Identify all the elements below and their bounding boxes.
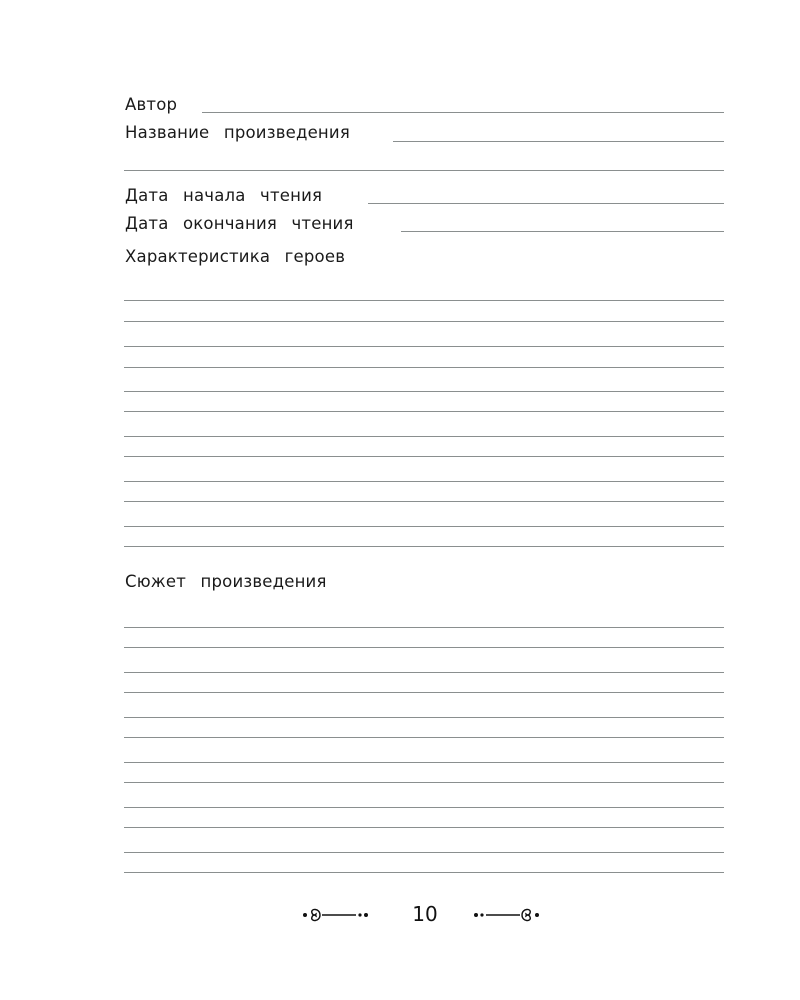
title-label: Название произведения — [125, 123, 350, 142]
writing-line — [124, 737, 724, 738]
writing-line — [124, 391, 724, 392]
writing-line — [124, 367, 724, 368]
writing-line — [124, 321, 724, 322]
writing-line — [124, 872, 724, 873]
page-number: 10 — [412, 902, 438, 926]
writing-line — [124, 481, 724, 482]
start-date-line[interactable] — [368, 203, 724, 204]
writing-line — [124, 717, 724, 718]
author-line[interactable] — [202, 112, 724, 113]
title-line-continuation[interactable] — [124, 170, 724, 171]
left-ornament-icon — [300, 904, 372, 926]
writing-line — [124, 456, 724, 457]
writing-line — [124, 782, 724, 783]
writing-line — [124, 827, 724, 828]
writing-line — [124, 436, 724, 437]
title-line[interactable] — [393, 141, 724, 142]
writing-line — [124, 346, 724, 347]
writing-line — [124, 526, 724, 527]
start-date-label: Дата начала чтения — [125, 186, 323, 205]
writing-line — [124, 546, 724, 547]
writing-line — [124, 692, 724, 693]
writing-line — [124, 762, 724, 763]
writing-line — [124, 627, 724, 628]
writing-line — [124, 852, 724, 853]
writing-line — [124, 411, 724, 412]
writing-line — [124, 647, 724, 648]
end-date-label: Дата окончания чтения — [125, 214, 354, 233]
author-label: Автор — [125, 95, 178, 114]
writing-line — [124, 501, 724, 502]
writing-line — [124, 807, 724, 808]
plot-label: Сюжет произведения — [125, 572, 327, 591]
page-footer — [0, 898, 800, 932]
writing-line — [124, 672, 724, 673]
right-ornament-icon — [470, 904, 542, 926]
characters-label: Характеристика героев — [125, 247, 346, 266]
writing-line — [124, 300, 724, 301]
end-date-line[interactable] — [401, 231, 724, 232]
